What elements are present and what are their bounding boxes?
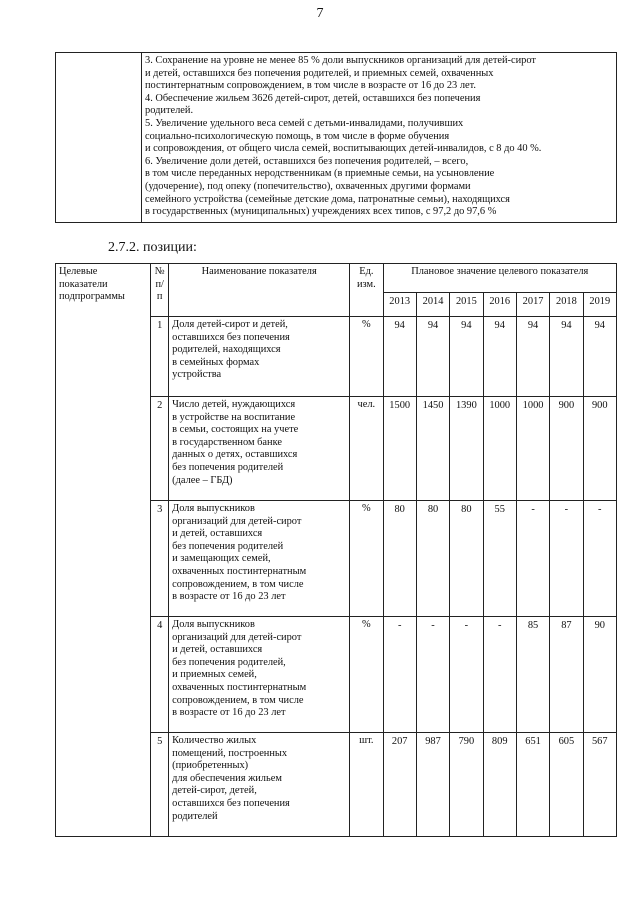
unit-cell: шт. <box>350 733 383 837</box>
unit-cell: % <box>350 317 383 397</box>
page-number: 7 <box>316 6 324 21</box>
indicator-name-line: без попечения родителей <box>172 540 284 552</box>
indicator-name-line: сопровождением, в том числе <box>172 578 304 590</box>
indicator-name-line: для обеспечения жильем <box>172 772 282 784</box>
number-header: № <box>154 266 165 277</box>
continuation-line: и детей, оставшихся без попечения родителей, и приемных семей, охваченных <box>145 67 494 79</box>
indicator-name <box>169 317 350 397</box>
indicator-name-line: в семьи, состоящих на учете <box>172 424 299 436</box>
value-cell: 1450 <box>416 397 449 501</box>
unit-header-sub: изм. <box>356 278 376 290</box>
indicator-name-line: оставшихся без попечения <box>172 331 290 343</box>
indicator-name-line: родителей, находящихся <box>172 344 281 356</box>
unit-cell: чел. <box>350 397 383 501</box>
continuation-table <box>55 52 617 223</box>
value-cell: - <box>450 617 483 733</box>
indicator-name-line: охваченных постинтернатным <box>172 565 307 577</box>
row-number: 1 <box>151 317 169 397</box>
indicator-name-line: в семейных формах <box>172 356 260 368</box>
continuation-line: 5. Увеличение удельного веса семей с детьми-инвалидами, получивших <box>145 117 464 129</box>
year-header: 2018 <box>550 293 583 317</box>
value-cell: 900 <box>550 397 583 501</box>
indicator-name-line: в возрасте от 16 до 23 лет <box>172 591 286 603</box>
indicator-name-line: Количество жилых <box>172 735 257 746</box>
value-cell: - <box>483 617 516 733</box>
value-cell: 94 <box>383 317 416 397</box>
indicator-name-line: Доля детей-сирот и детей, <box>172 319 288 330</box>
value-cell: - <box>583 501 616 617</box>
row-number: 4 <box>151 617 169 733</box>
indicator-name <box>169 397 350 501</box>
indicator-name-line: данных о детях, оставшихся <box>172 449 298 461</box>
value-cell: 987 <box>416 733 449 837</box>
indicators-table <box>55 263 617 837</box>
row-number: 3 <box>151 501 169 617</box>
indicator-name-line: и приемных семей, <box>172 669 257 681</box>
goal-header-cell: Целевые показатели подпрограммы <box>56 264 151 837</box>
continuation-line: и сопровождения, от общего числа семей, воспитывающих детей-инвалидов, с 8 до 40 %. <box>145 143 542 155</box>
value-cell: 55 <box>483 501 516 617</box>
indicator-name <box>169 501 350 617</box>
value-cell: 94 <box>450 317 483 397</box>
year-header: 2017 <box>516 293 549 317</box>
value-cell: 80 <box>383 501 416 617</box>
indicator-name-line: Число детей, нуждающихся <box>172 399 296 410</box>
continuation-line: 4. Обеспечение жильем 3626 детей-сирот, детей, оставшихся без попечения <box>145 92 481 104</box>
value-cell: 87 <box>550 617 583 733</box>
indicator-name-line: родителей <box>172 810 218 822</box>
value-cell: - <box>416 617 449 733</box>
unit-header: Ед. <box>359 266 374 277</box>
indicator-name-line: и замещающих семей, <box>172 553 271 565</box>
year-header: 2015 <box>450 293 483 317</box>
value-cell: 80 <box>450 501 483 617</box>
year-header: 2014 <box>416 293 449 317</box>
unit-cell: % <box>350 617 383 733</box>
year-header: 2019 <box>583 293 616 317</box>
indicator-name-line: Доля выпускников <box>172 503 255 514</box>
indicator-name-line: детей-сирот, детей, <box>172 785 257 797</box>
unit-header-cell <box>350 264 383 317</box>
value-cell: 1000 <box>516 397 549 501</box>
continuation-line: социально-психологическую помощь, в том числе в форме обучения <box>145 130 450 142</box>
value-cell: 94 <box>516 317 549 397</box>
value-cell: 85 <box>516 617 549 733</box>
indicator-name-line: в устройстве на воспитание <box>172 411 296 423</box>
planned-value-header: Плановое значение целевого показателя <box>383 264 616 293</box>
unit-cell: % <box>350 501 383 617</box>
number-header-cell <box>151 264 169 317</box>
indicator-name-line: сопровождением, в том числе <box>172 694 304 706</box>
value-cell: 790 <box>450 733 483 837</box>
indicator-name-line: устройства <box>172 369 222 381</box>
indicator-name-line: помещений, построенных <box>172 747 288 759</box>
value-cell: 1500 <box>383 397 416 501</box>
continuation-line: в том числе переданных неродственникам (в приемные семьи, на усыновление <box>145 168 495 180</box>
value-cell: 80 <box>416 501 449 617</box>
indicator-name-line: охваченных постинтернатным <box>172 681 307 693</box>
row-number: 5 <box>151 733 169 837</box>
continuation-line: (удочерение), под опеку (попечительство), охваченных другими формами <box>145 180 471 192</box>
section-heading: 2.7.2. позиции: <box>108 240 197 255</box>
indicator-name-line: и детей, оставшихся <box>172 528 263 540</box>
indicator-name-line: оставшихся без попечения <box>172 797 290 809</box>
indicator-name-line: в государственном банке <box>172 436 282 448</box>
value-cell: 90 <box>583 617 616 733</box>
continuation-text-cell <box>142 53 617 223</box>
continuation-line: постинтернатным сопровождением, в том числе в возрасте от 16 до 23 лет. <box>145 80 476 92</box>
continuation-line: 6. Увеличение доли детей, оставшихся без попечения родителей, – всего, <box>145 155 469 167</box>
indicator-name-line: в возрасте от 16 до 23 лет <box>172 707 286 719</box>
value-cell: - <box>550 501 583 617</box>
year-header: 2016 <box>483 293 516 317</box>
continuation-line: в государственных (муниципальных) учреждениях всех типов, с 97,2 до 97,6 % <box>145 206 497 218</box>
value-cell: 567 <box>583 733 616 837</box>
indicator-name-line: без попечения родителей, <box>172 656 286 668</box>
number-header-sub: п/п <box>155 278 164 303</box>
value-cell: 900 <box>583 397 616 501</box>
indicator-name-line: без попечения родителей <box>172 461 284 473</box>
indicator-name-line: организаций для детей-сирот <box>172 515 302 527</box>
value-cell: 94 <box>416 317 449 397</box>
value-cell: 94 <box>583 317 616 397</box>
indicator-name <box>169 617 350 733</box>
row-number: 2 <box>151 397 169 501</box>
indicator-name <box>169 733 350 837</box>
value-cell: 94 <box>483 317 516 397</box>
value-cell: 651 <box>516 733 549 837</box>
continuation-line: родителей. <box>145 105 194 117</box>
year-header: 2013 <box>383 293 416 317</box>
value-cell: 94 <box>550 317 583 397</box>
indicator-name-line: и детей, оставшихся <box>172 644 263 656</box>
indicator-name-line: (приобретенных) <box>172 760 249 772</box>
value-cell: 207 <box>383 733 416 837</box>
value-cell: 1000 <box>483 397 516 501</box>
value-cell: - <box>516 501 549 617</box>
value-cell: 1390 <box>450 397 483 501</box>
name-header-cell: Наименование показателя <box>169 264 350 317</box>
value-cell: 809 <box>483 733 516 837</box>
indicator-name-line: (далее – ГБД) <box>172 474 233 486</box>
continuation-line: 3. Сохранение на уровне не менее 85 % доли выпускников организаций для детей-сирот <box>145 55 536 66</box>
value-cell: - <box>383 617 416 733</box>
indicator-name-line: Доля выпускников <box>172 619 255 630</box>
indicator-name-line: организаций для детей-сирот <box>172 631 302 643</box>
continuation-left-cell <box>56 53 142 223</box>
value-cell: 605 <box>550 733 583 837</box>
continuation-line: семейного устройства (семейные детские дома, патронатные семьи), находящихся <box>145 193 510 205</box>
